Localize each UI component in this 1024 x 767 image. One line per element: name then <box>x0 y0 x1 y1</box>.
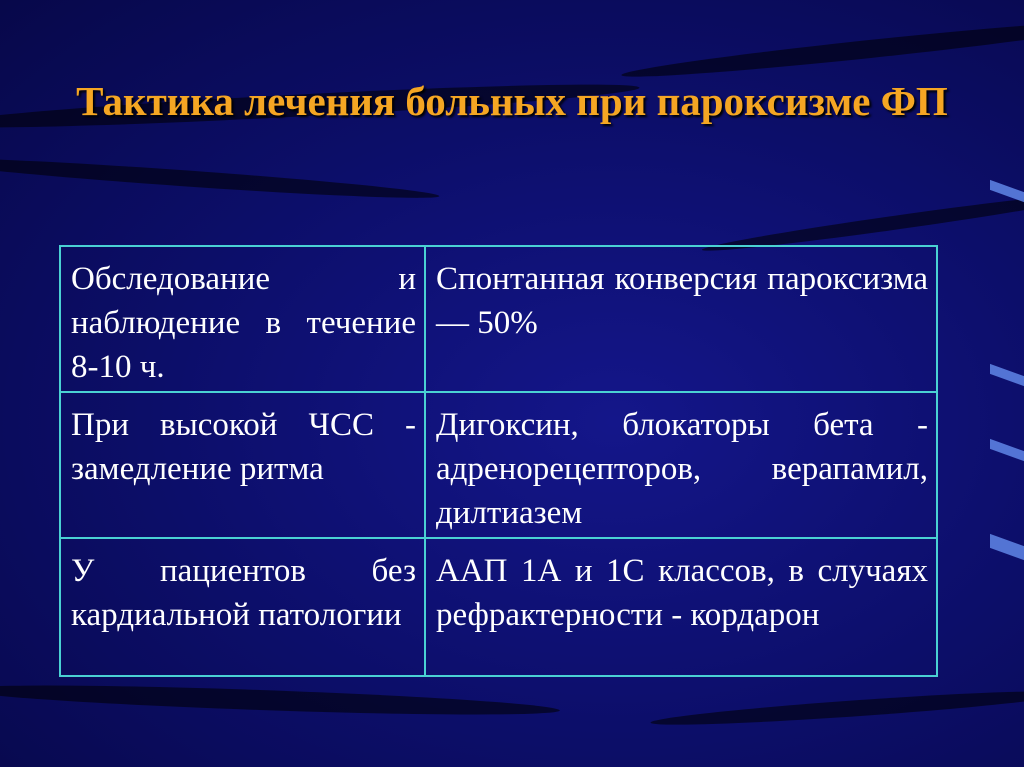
table-cell: ААП 1А и 1С классов, в случаях рефрактерности - кордарон <box>425 538 937 676</box>
table-cell: Спонтанная конверсия пароксизма — 50% <box>425 246 937 392</box>
background-streak <box>0 680 560 721</box>
edge-decoration <box>990 439 1024 461</box>
table-cell: Дигоксин, блокаторы бета - адренорецепторов, верапамил, дилтиазем <box>425 392 937 538</box>
edge-decoration <box>990 364 1024 386</box>
table-cell: У пациентов без кардиальной патологии <box>60 538 425 676</box>
background-streak <box>0 152 440 204</box>
edge-decoration <box>990 534 1024 560</box>
background-streak <box>650 685 1024 730</box>
slide-title: Тактика лечения больных при пароксизме ФП <box>76 78 948 124</box>
table-row <box>60 246 937 392</box>
table-cell: При высокой ЧСС - замедление ритма <box>60 392 425 538</box>
table-row <box>60 392 937 538</box>
table-row <box>60 538 937 676</box>
edge-decoration <box>990 180 1024 202</box>
table-cell: Обследование и наблюдение в течение 8-10 ч. <box>60 246 425 392</box>
treatment-tactics-table <box>59 245 938 677</box>
